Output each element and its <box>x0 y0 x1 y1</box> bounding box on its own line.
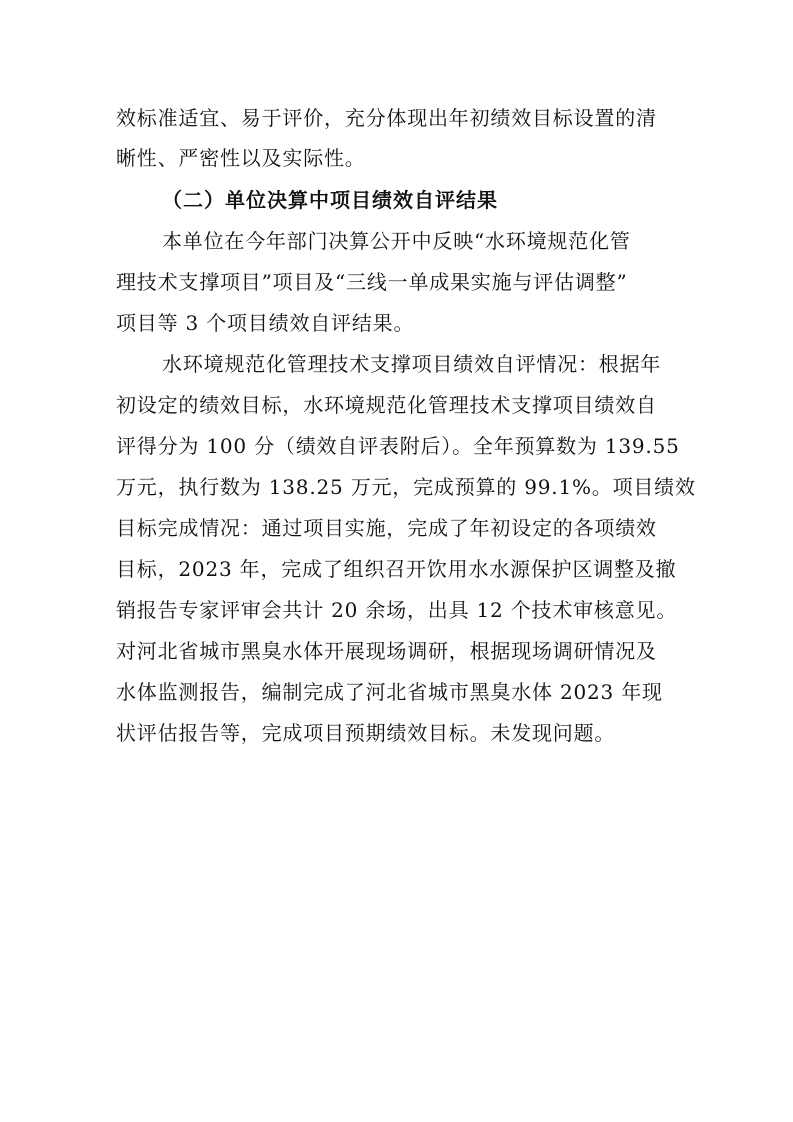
section-heading: （二）单位决算中项目绩效自评结果 <box>162 188 498 212</box>
paragraph-line: 销报告专家评审会共计 20 余场，出具 12 个技术审核意见。 <box>116 598 678 622</box>
paragraph-line: 理技术支撑项目”项目及“三线一单成果实施与评估调整” <box>116 270 628 294</box>
paragraph-line: 状评估报告等，完成项目预期绩效目标。未发现问题。 <box>116 721 616 745</box>
paragraph-line: 万元，执行数为 138.25 万元，完成预算的 99.1%。项目绩效 <box>116 475 696 499</box>
paragraph-line: 本单位在今年部门决算公开中反映“水环境规范化管 <box>162 229 631 253</box>
paragraph-line: 目标，2023 年，完成了组织召开饮用水水源保护区调整及撤 <box>116 557 677 581</box>
paragraph-line: 项目等 3 个项目绩效自评结果。 <box>116 311 415 335</box>
paragraph-line: 评得分为 100 分（绩效自评表附后）。全年预算数为 139.55 <box>116 434 680 458</box>
paragraph-line: 晰性、严密性以及实际性。 <box>116 146 366 170</box>
paragraph-line: 初设定的绩效目标，水环境规范化管理技术支撑项目绩效自 <box>116 393 657 417</box>
paragraph-line: 对河北省城市黑臭水体开展现场调研，根据现场调研情况及 <box>116 639 657 663</box>
paragraph-line: 效标准适宜、易于评价，充分体现出年初绩效目标设置的清 <box>116 106 657 130</box>
paragraph-line: 水环境规范化管理技术支撑项目绩效自评情况：根据年 <box>162 352 662 376</box>
paragraph-line: 目标完成情况：通过项目实施，完成了年初设定的各项绩效 <box>116 516 657 540</box>
paragraph-line: 水体监测报告，编制完成了河北省城市黑臭水体 2023 年现 <box>116 680 663 704</box>
